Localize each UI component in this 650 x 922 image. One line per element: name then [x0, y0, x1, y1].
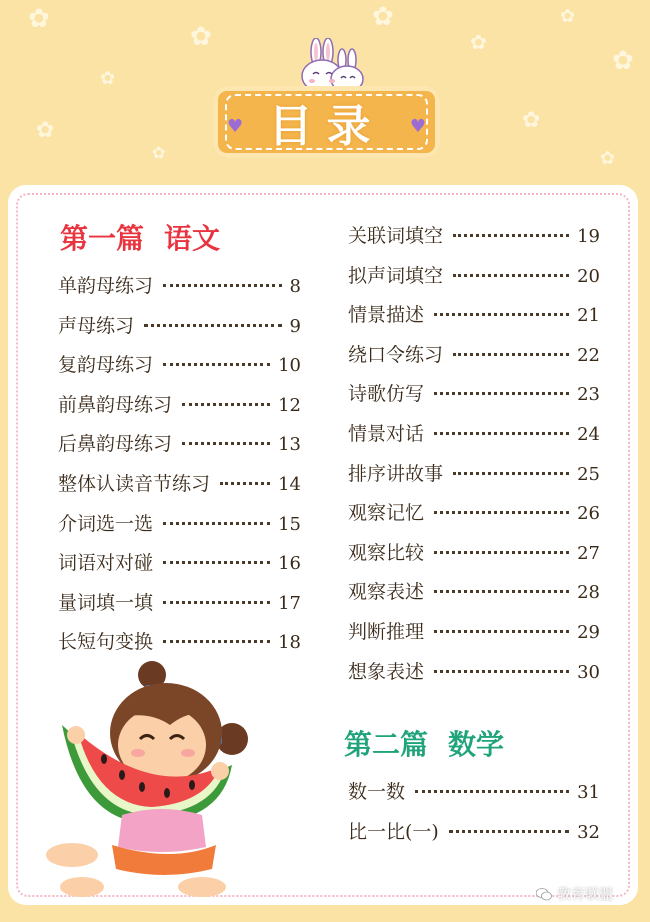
toc-item-label: 单韵母练习: [58, 275, 154, 297]
toc-item-page: 17: [278, 592, 301, 614]
toc-item-page: 18: [278, 632, 301, 654]
toc-item-label: 长短句变换: [58, 631, 154, 654]
toc-item-page: 32: [577, 821, 600, 843]
toc-item[interactable]: [348, 657, 600, 697]
toc-item-page: 27: [577, 542, 600, 564]
dot-leader: [415, 790, 569, 793]
toc-item[interactable]: [58, 390, 301, 430]
toc-item-page: 28: [577, 582, 600, 604]
toc-item[interactable]: [348, 577, 600, 617]
toc-item[interactable]: [58, 588, 301, 628]
toc-item[interactable]: [58, 311, 301, 351]
toc-item-label: 情景描述: [348, 304, 425, 327]
section-subject: 语文: [164, 222, 221, 255]
flower-icon: ✿: [612, 46, 634, 76]
toc-item-page: 26: [577, 503, 600, 525]
dot-leader: [434, 590, 569, 593]
dot-leader: [182, 403, 270, 406]
toc-item[interactable]: [58, 429, 301, 469]
toc-item[interactable]: [348, 379, 600, 419]
toc-item-label: 复韵母练习: [58, 354, 154, 377]
girl-with-watermelon-illustration: [42, 655, 252, 900]
toc-item-page: 14: [278, 473, 301, 495]
heart-icon: ♥: [227, 116, 244, 137]
toc-item[interactable]: [348, 221, 600, 261]
toc-item-label: 数一数: [348, 781, 406, 803]
dot-leader: [163, 363, 270, 366]
title-banner: [213, 86, 440, 158]
dot-leader: [163, 601, 270, 604]
flower-icon: ✿: [100, 68, 116, 89]
toc-item-page: 25: [577, 463, 600, 485]
toc-item[interactable]: [58, 271, 301, 311]
dot-leader: [163, 640, 270, 643]
section-title-math: [344, 723, 504, 763]
toc-item-page: 9: [289, 315, 301, 337]
toc-item[interactable]: [348, 300, 600, 340]
toc-item[interactable]: [348, 340, 600, 380]
toc-item[interactable]: [348, 419, 600, 459]
dot-leader: [434, 511, 569, 514]
flower-icon: ✿: [470, 30, 487, 54]
toc-item-label: 排序讲故事: [348, 462, 444, 485]
toc-item-page: 13: [278, 434, 301, 456]
page-title: 目录: [268, 101, 385, 152]
flower-icon: ✿: [560, 6, 576, 27]
toc-item[interactable]: [348, 459, 600, 499]
toc-item-page: 16: [278, 553, 301, 575]
dot-leader: [434, 670, 569, 673]
toc-item[interactable]: [348, 817, 600, 857]
toc-item-page: 8: [289, 276, 301, 297]
flower-icon: ✿: [600, 148, 616, 169]
toc-item-label: 观察比较: [348, 541, 425, 564]
section-subject: 数学: [448, 728, 505, 761]
toc-item-page: 19: [577, 226, 600, 247]
toc-item[interactable]: [58, 469, 301, 509]
dot-leader: [163, 522, 270, 525]
toc-item-page: 31: [577, 782, 600, 803]
toc-item-label: 声母练习: [58, 314, 135, 337]
toc-item-label: 前鼻韵母练习: [58, 393, 173, 416]
toc-item-label: 词语对对碰: [58, 552, 154, 575]
watermark: [536, 884, 613, 904]
flower-icon: ✿: [372, 2, 394, 32]
dot-leader: [453, 353, 569, 356]
toc-item-label: 比一比(一): [348, 820, 439, 843]
section-title-chinese: [60, 217, 220, 257]
toc-item-page: 21: [577, 305, 600, 327]
dot-leader: [434, 551, 569, 554]
toc-item-label: 观察记忆: [348, 502, 425, 525]
toc-item-page: 24: [577, 423, 600, 445]
dot-leader: [163, 561, 270, 564]
toc-item-page: 29: [577, 621, 600, 643]
toc-item-label: 量词填一填: [58, 591, 154, 614]
flower-icon: ✿: [522, 108, 541, 133]
toc-list-math: [348, 777, 600, 856]
toc-item-label: 后鼻韵母练习: [58, 433, 173, 456]
dot-leader: [163, 284, 282, 287]
flower-icon: ✿: [36, 118, 55, 143]
toc-item[interactable]: [58, 350, 301, 390]
toc-item-page: 23: [577, 384, 600, 406]
toc-item[interactable]: [348, 538, 600, 578]
toc-item-label: 诗歌仿写: [348, 383, 425, 406]
dot-leader: [453, 234, 569, 237]
dot-leader: [449, 830, 569, 833]
toc-item-label: 介词选一选: [58, 512, 154, 535]
toc-item-page: 30: [577, 661, 600, 683]
toc-item[interactable]: [348, 617, 600, 657]
toc-item[interactable]: [348, 261, 600, 301]
toc-item-label: 判断推理: [348, 620, 425, 643]
dot-leader: [434, 392, 569, 395]
toc-list-left: [58, 271, 301, 667]
toc-item[interactable]: [348, 498, 600, 538]
toc-item-page: 12: [278, 394, 301, 416]
dot-leader: [453, 274, 569, 277]
dot-leader: [434, 630, 569, 633]
toc-item-label: 关联词填空: [348, 225, 444, 247]
flower-icon: ✿: [28, 4, 50, 34]
dot-leader: [434, 313, 569, 316]
toc-item-page: 20: [577, 265, 600, 287]
dot-leader: [144, 324, 282, 327]
toc-item[interactable]: [58, 548, 301, 588]
dot-leader: [182, 442, 270, 445]
title-frame: [225, 94, 428, 150]
toc-item-page: 15: [278, 513, 301, 535]
toc-list-right: [348, 221, 600, 696]
section-label: 第一篇: [60, 222, 145, 255]
section-label: 第二篇: [344, 728, 429, 761]
toc-item-label: 情景对话: [348, 422, 425, 445]
flower-icon: ✿: [152, 143, 166, 162]
toc-item-label: 拟声词填空: [348, 264, 444, 287]
dot-leader: [220, 482, 270, 485]
toc-item-label: 观察表述: [348, 581, 425, 604]
toc-item-label: 整体认读音节练习: [58, 472, 211, 495]
toc-item-label: 绕口令练习: [348, 343, 444, 366]
dot-leader: [434, 432, 569, 435]
toc-item[interactable]: [58, 509, 301, 549]
watermark-text: 教育联盟: [557, 887, 613, 903]
wechat-icon: [536, 888, 552, 901]
dot-leader: [453, 472, 569, 475]
heart-icon: ♥: [409, 116, 426, 137]
flower-icon: ✿: [190, 22, 212, 52]
toc-item-page: 10: [278, 355, 301, 377]
toc-item[interactable]: [348, 777, 600, 817]
toc-item-page: 22: [577, 344, 600, 366]
toc-item-label: 想象表述: [348, 660, 425, 683]
